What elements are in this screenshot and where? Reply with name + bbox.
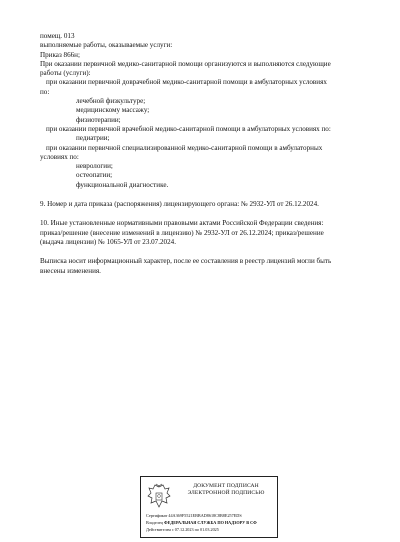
stamp-header: ДОКУМЕНТ ПОДПИСАН ЭЛЕКТРОННОЙ ПОДПИСЬЮ bbox=[187, 483, 265, 496]
services-line: При оказании первичной медико-санитарной помощи организуются и выполняются следующие bbox=[40, 59, 331, 68]
services-line: функциональной диагностике. bbox=[76, 180, 169, 189]
stamp-certificate: Сертификат 44A369F5521EBBAD8618C8B8E257EDS bbox=[146, 513, 242, 518]
electronic-signature-stamp bbox=[140, 476, 278, 538]
services-line: физиотерапии; bbox=[76, 115, 121, 124]
document-body bbox=[40, 32, 380, 276]
note-line-1: Выписка носит информационный характер, после ее составления в реестр лицензий могли быть bbox=[40, 257, 332, 266]
services-line: остеопатии; bbox=[76, 171, 113, 180]
stamp-owner: Владелец ФЕДЕРАЛЬНАЯ СЛУЖБА ПО НАДЗОРУ В СФ bbox=[146, 520, 257, 525]
section-9: 9. Номер и дата приказа (распоряжения) лицензирующего органа: № 2932-УЛ от 26.12.2024. bbox=[40, 200, 319, 209]
services-line: условиях по: bbox=[40, 152, 79, 161]
services-line: работы (услуги): bbox=[40, 69, 91, 78]
services-line: помещ. 013 bbox=[40, 32, 75, 40]
services-line: выполняемые работы, оказываемые услуги: bbox=[40, 41, 173, 50]
stamp-validity: Действителен с 07.12.2023 по 01.03.2025 bbox=[146, 527, 219, 532]
services-line: при оказании первичной специализированной медико-санитарной помощи в амбулаторных bbox=[46, 143, 323, 152]
services-line: лечебной физкультуре; bbox=[76, 97, 146, 106]
services-line: по: bbox=[40, 87, 50, 96]
services-line: медицинскому массажу; bbox=[76, 106, 150, 115]
coat-of-arms-icon bbox=[147, 483, 171, 511]
services-line: педиатрии; bbox=[76, 134, 110, 143]
services-line: при оказании первичной врачебной медико-санитарной помощи в амбулаторных условиях по: bbox=[46, 124, 331, 133]
services-line: неврологии; bbox=[76, 162, 113, 171]
section-10-line-2: приказ/решение (внесение изменений в лицензию) № 2932-УЛ от 26.12.2024; приказ/решение bbox=[40, 228, 324, 237]
services-list bbox=[40, 32, 380, 190]
services-line: Приказ 866н; bbox=[40, 50, 80, 59]
section-10-line-3: (выдача лицензии) № 1065-УЛ от 23.07.2024. bbox=[40, 237, 176, 246]
services-line: при оказании первичной доврачебной медико-санитарной помощи в амбулаторных условиях bbox=[46, 78, 327, 87]
note-line-2: внесены изменения. bbox=[40, 266, 101, 275]
section-10-line-1: 10. Иные установленные нормативными правовыми актами Российской Федерации сведения: bbox=[40, 219, 324, 228]
